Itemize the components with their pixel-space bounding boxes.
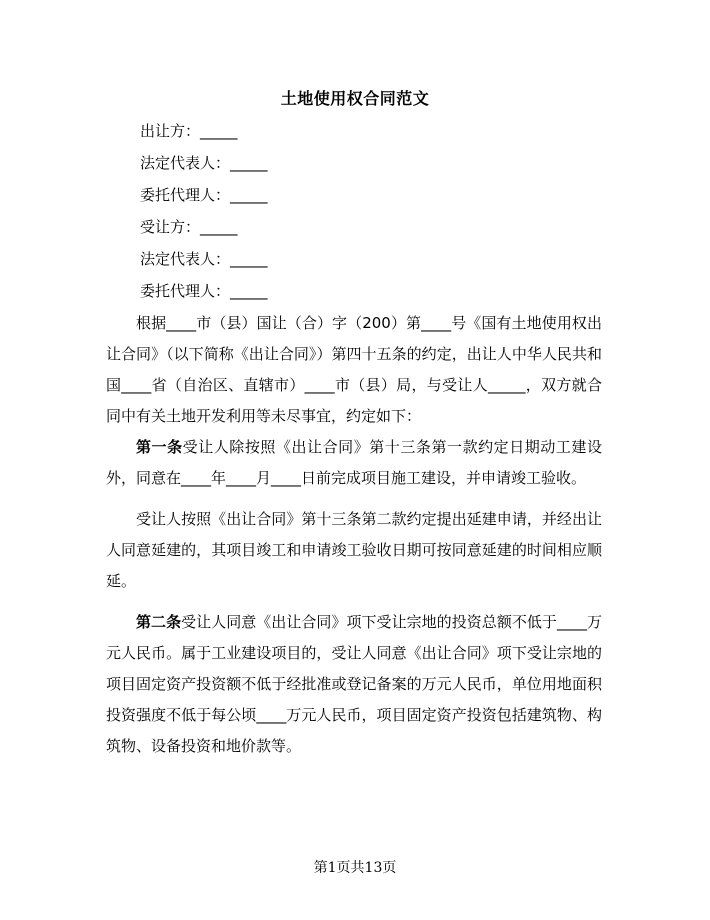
article-2-text: 受让人同意《出让合同》项下受让宗地的投资总额不低于____万元人民币。属于工业建设项目的，受让人同意《出让合同》项下受让宗地的项目固定资产投资额不低于经批准或登记备案的万元人民币，单位用地面积投资强度不低于每公顷____万元人民币，项目固定资产投资包括建筑物、构筑物、设备投资和地价款等。 [106, 613, 602, 755]
document-title: 土地使用权合同范文 [280, 89, 430, 108]
party-transferor: 出让方：_____ [140, 122, 238, 140]
party-transferee: 受让方：_____ [140, 218, 238, 236]
article-1-heading: 第一条 [136, 438, 183, 456]
article-1-extension-paragraph: 受让人按照《出让合同》第十三条第二款约定提出延建申请，并经出让人同意延建的，其项目竣工和申请竣工验收日期可按同意延建的时间相应顺延。 [106, 510, 602, 590]
article-2-heading: 第二条 [136, 613, 182, 631]
party-transferee-agent: 委托代理人：_____ [140, 282, 268, 300]
party-transferor-legal-rep: 法定代表人：_____ [140, 154, 268, 172]
contract-body [106, 308, 602, 762]
party-list [140, 118, 268, 310]
article-1-paragraph [106, 432, 602, 494]
page-footer: 第1页共13页 [313, 860, 397, 876]
article-2-paragraph [106, 607, 602, 762]
party-transferee-legal-rep: 法定代表人：_____ [140, 250, 268, 268]
party-transferor-agent: 委托代理人：_____ [140, 186, 268, 204]
article-1-text: 受让人除按照《出让合同》第十三条第一款约定日期动工建设外，同意在____年____月____日前完成项目施工建设，并申请竣工验收。 [106, 438, 602, 487]
intro-paragraph: 根据____市（县）国让（合）字（200）第____号《国有土地使用权出让合同》（以下简称《出让合同》）第四十五条的约定，出让人中华人民共和国____省（自治区、直辖市）____市（县）局，与受让人_____，双方就合同中有关土地开发利用等未尽事宜，约定如下： [106, 314, 602, 425]
